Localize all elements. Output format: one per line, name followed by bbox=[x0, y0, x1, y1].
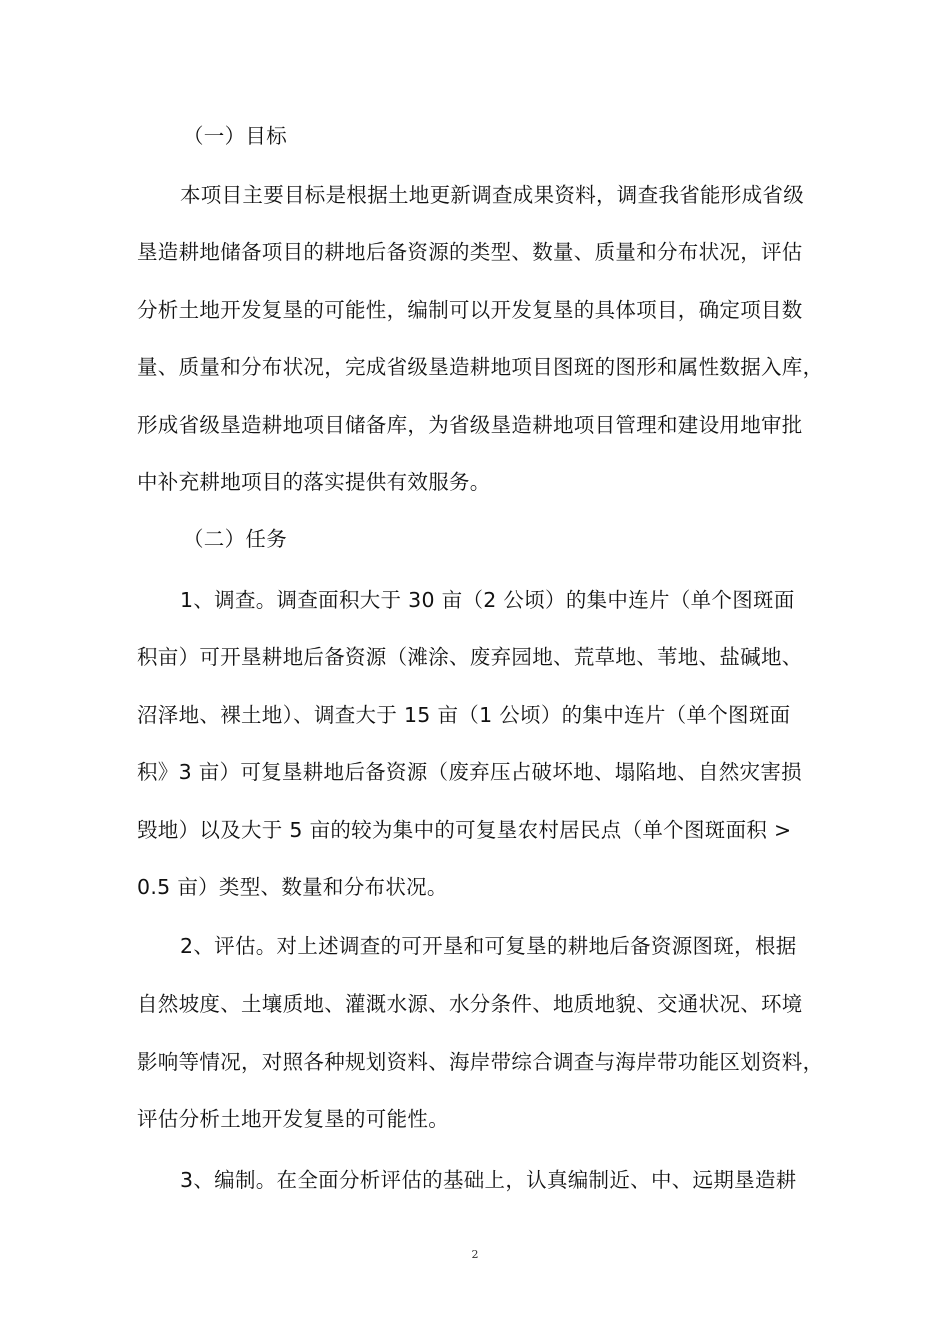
paragraph-line: 积亩）可开垦耕地后备资源（滩涂、废弃园地、荒草地、苇地、盐碱地、 bbox=[137, 645, 803, 669]
paragraph-line: 0.5 亩）类型、数量和分布状况。 bbox=[137, 875, 448, 899]
paragraph-line: 3、编制。在全面分析评估的基础上，认真编制近、中、远期垦造耕 bbox=[180, 1168, 797, 1192]
paragraph-line: 评估分析土地开发复垦的可能性。 bbox=[137, 1107, 449, 1131]
section-heading-tasks: （二）任务 bbox=[183, 527, 287, 551]
paragraph-line: 1、调查。调查面积大于 30 亩（2 公顷）的集中连片（单个图斑面 bbox=[180, 588, 795, 612]
paragraph-line: 量、质量和分布状况，完成省级垦造耕地项目图斑的图形和属性数据入库， bbox=[137, 355, 824, 379]
paragraph-line: 垦造耕地储备项目的耕地后备资源的类型、数量、质量和分布状况，评估 bbox=[137, 240, 803, 264]
paragraph-line: 毁地）以及大于 5 亩的较为集中的可复垦农村居民点（单个图斑面积 > bbox=[137, 818, 792, 842]
page-number: 2 bbox=[471, 1248, 479, 1261]
paragraph-line: 中补充耕地项目的落实提供有效服务。 bbox=[137, 470, 491, 494]
section-heading-objectives: （一）目标 bbox=[183, 124, 287, 148]
paragraph-line: 沼泽地、裸土地）、调查大于 15 亩（1 公顷）的集中连片（单个图斑面 bbox=[137, 703, 791, 727]
paragraph-line: 形成省级垦造耕地项目储备库，为省级垦造耕地项目管理和建设用地审批 bbox=[137, 413, 803, 437]
paragraph-line: 影响等情况，对照各种规划资料、海岸带综合调查与海岸带功能区划资料， bbox=[137, 1050, 824, 1074]
paragraph-line: 本项目主要目标是根据土地更新调查成果资料，调查我省能形成省级 bbox=[180, 183, 804, 207]
paragraph-line: 分析土地开发复垦的可能性，编制可以开发复垦的具体项目，确定项目数 bbox=[137, 298, 803, 322]
paragraph-line: 自然坡度、土壤质地、灌溉水源、水分条件、地质地貌、交通状况、环境 bbox=[137, 992, 803, 1016]
paragraph-line: 积》3 亩）可复垦耕地后备资源（废弃压占破坏地、塌陷地、自然灾害损 bbox=[137, 760, 802, 784]
paragraph-line: 2、评估。对上述调查的可开垦和可复垦的耕地后备资源图斑，根据 bbox=[180, 934, 797, 958]
